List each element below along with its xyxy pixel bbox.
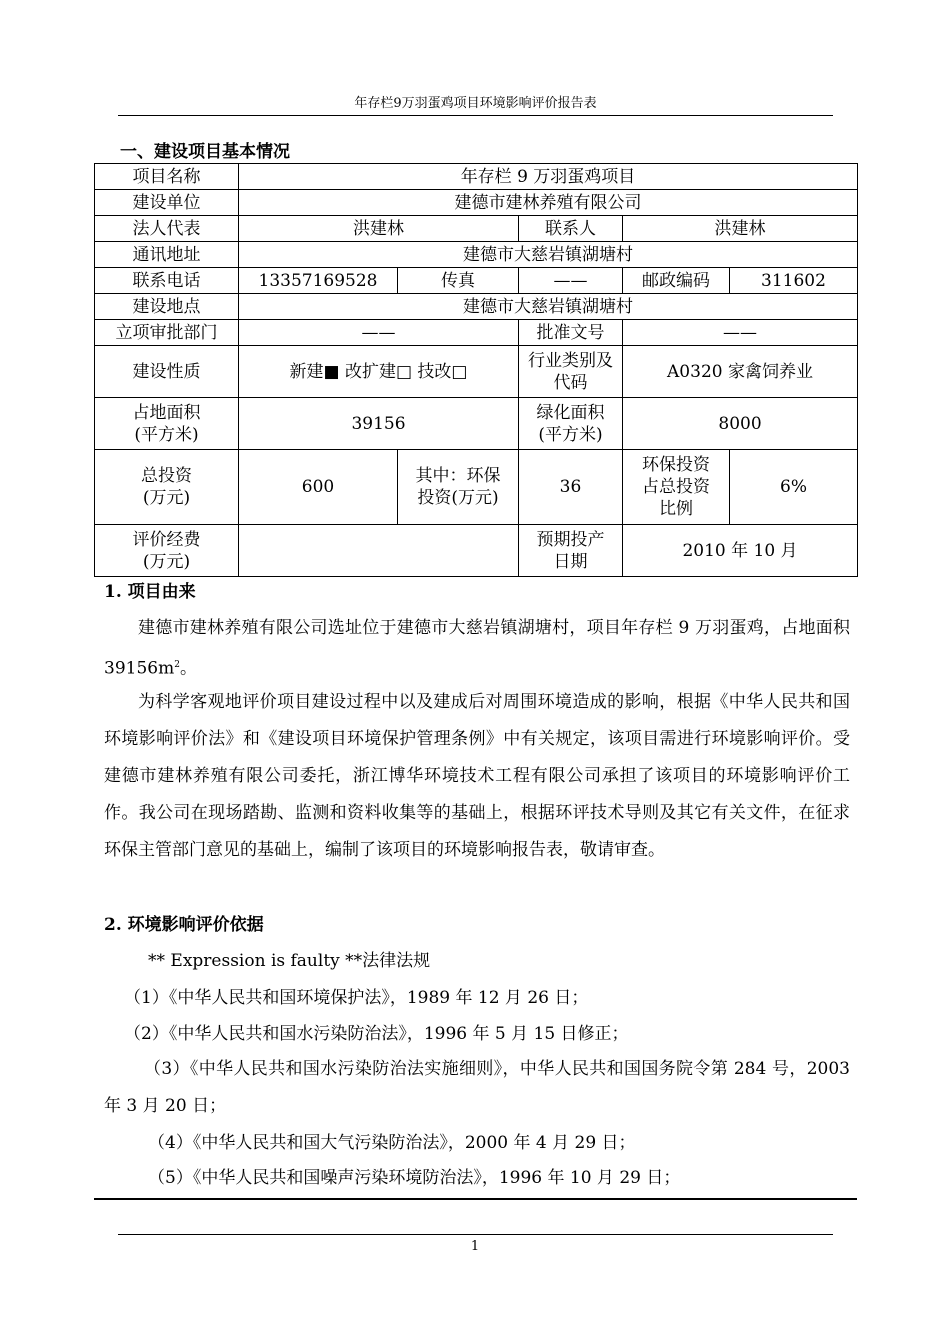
fax-value: —— (519, 268, 623, 294)
header-rule (118, 115, 833, 116)
ratio-label-line: 环保投资 (642, 455, 710, 475)
area-label (95, 398, 239, 450)
legal-rep-value: 洪建林 (239, 216, 519, 242)
address-label: 通讯地址 (95, 242, 239, 268)
area-unit-superscript: 2 (174, 660, 180, 670)
industry-value: A0320 家禽饲养业 (623, 346, 858, 398)
area-label-line: 占地面积 (132, 402, 201, 423)
date-label-line: 预期投产 (536, 529, 605, 550)
law-item: （5）《中华人民共和国噪声污染环境防治法》，1996 年 10 月 29 日； (148, 1168, 681, 1188)
contact-label: 联系人 (519, 216, 623, 242)
site-value: 建德市大慈岩镇湖塘村 (239, 294, 858, 320)
paragraph-origin-text: 建德市建林养殖有限公司选址位于建德市大慈岩镇湖塘村，项目年存栏 9 万羽蛋鸡，占地面积 39156m (104, 618, 850, 679)
green-label (519, 398, 623, 450)
site-label: 建设地点 (95, 294, 239, 320)
industry-label-line: 行业类别及 (528, 350, 613, 371)
invest-label-line: (万元) (142, 488, 191, 508)
invest-value: 600 (239, 450, 398, 525)
approval-no-value: —— (623, 320, 858, 346)
unit-value: 建德市建林养殖有限公司 (239, 190, 858, 216)
law-item: （3）《中华人民共和国水污染防治法实施细则》，中华人民共和国国务院令第 284 号，2003 年 3 月 20 日； (104, 1059, 850, 1116)
nature-label: 建设性质 (95, 346, 239, 398)
env-invest-label (398, 450, 519, 525)
area-value: 39156 (239, 398, 519, 450)
industry-label (519, 346, 623, 398)
invest-label-line: 总投资 (141, 466, 192, 486)
phone-label: 联系电话 (95, 268, 239, 294)
address-value: 建德市大慈岩镇湖塘村 (239, 242, 858, 268)
area-label-line: (平方米) (134, 424, 199, 445)
approval-dept-label: 立项审批部门 (95, 320, 239, 346)
ratio-value: 6% (730, 450, 858, 525)
page-number: 1 (470, 1239, 480, 1254)
footer-rule (118, 1234, 833, 1235)
fee-label-line: (万元) (142, 551, 191, 572)
contact-value: 洪建林 (623, 216, 858, 242)
green-value: 8000 (623, 398, 858, 450)
header-title: 年存栏9万羽蛋鸡项目环境影响评价报告表 (354, 96, 597, 111)
phone-value: 13357169528 (239, 268, 398, 294)
law-item: （4）《中华人民共和国大气污染防治法》，2000 年 4 月 29 日； (148, 1133, 636, 1153)
postcode-label: 邮政编码 (623, 268, 730, 294)
env-invest-label-line: 其中：环保 (415, 466, 501, 486)
fax-label: 传真 (398, 268, 519, 294)
law-item: （1）《中华人民共和国环境保护法》，1989 年 12 月 26 日； (124, 988, 589, 1008)
ratio-label-line: 占总投资 (642, 477, 710, 497)
law-item: （2）《中华人民共和国水污染防治法》，1996 年 5 月 15 日修正； (124, 1024, 629, 1044)
postcode-value: 311602 (730, 268, 858, 294)
industry-label-line: 代码 (553, 372, 588, 393)
unit-label: 建设单位 (95, 190, 239, 216)
date-value: 2010 年 10 月 (623, 525, 858, 577)
fee-value (239, 525, 519, 577)
ratio-label-line: 比例 (659, 499, 693, 519)
invest-label (95, 450, 239, 525)
date-label-line: 日期 (553, 551, 588, 572)
section-heading: 一、建设项目基本情况 (120, 142, 290, 162)
paragraph-origin-end: 。 (179, 658, 197, 679)
env-invest-value: 36 (519, 450, 623, 525)
project-info-table (94, 163, 858, 577)
legal-rep-label: 法人代表 (95, 216, 239, 242)
fee-label (95, 525, 239, 577)
law-heading: ** Expression is faulty **法律法规 (148, 951, 431, 971)
content-bottom-rule (94, 1198, 857, 1200)
paragraph-purpose: 为科学客观地评价项目建设过程中以及建成后对周围环境造成的影响，根据《中华人民共和国环境影响评价法》和《建设项目环境保护管理条例》中有关规定，该项目需进行环境影响评价。受建德市建林养殖有限公司委托，浙江博华环境技术工程有限公司承担了该项目的环境影响评价工作。我公司在现场踏勘、监测和资料收集等的基础上，根据环评技术导则及其它有关文件，在征求环保主管部门意见的基础上，编制了该项目的环境影响报告表，敬请审查。 (104, 692, 850, 860)
heading-basis: 2. 环境影响评价依据 (104, 915, 264, 935)
approval-no-label: 批准文号 (519, 320, 623, 346)
date-label (519, 525, 623, 577)
paragraph-origin (104, 610, 850, 688)
env-invest-label-line: 投资(万元) (417, 488, 499, 508)
green-label-line: 绿化面积 (536, 402, 605, 423)
project-name-value: 年存栏 9 万羽蛋鸡项目 (239, 164, 858, 190)
heading-project-origin: 1. 项目由来 (104, 582, 196, 602)
ratio-label (623, 450, 730, 525)
nature-value: 新建■ 改扩建□ 技改□ (239, 346, 519, 398)
green-label-line: (平方米) (538, 424, 603, 445)
project-name-label: 项目名称 (95, 164, 239, 190)
fee-label-line: 评价经费 (132, 529, 201, 550)
approval-dept-value: —— (239, 320, 519, 346)
